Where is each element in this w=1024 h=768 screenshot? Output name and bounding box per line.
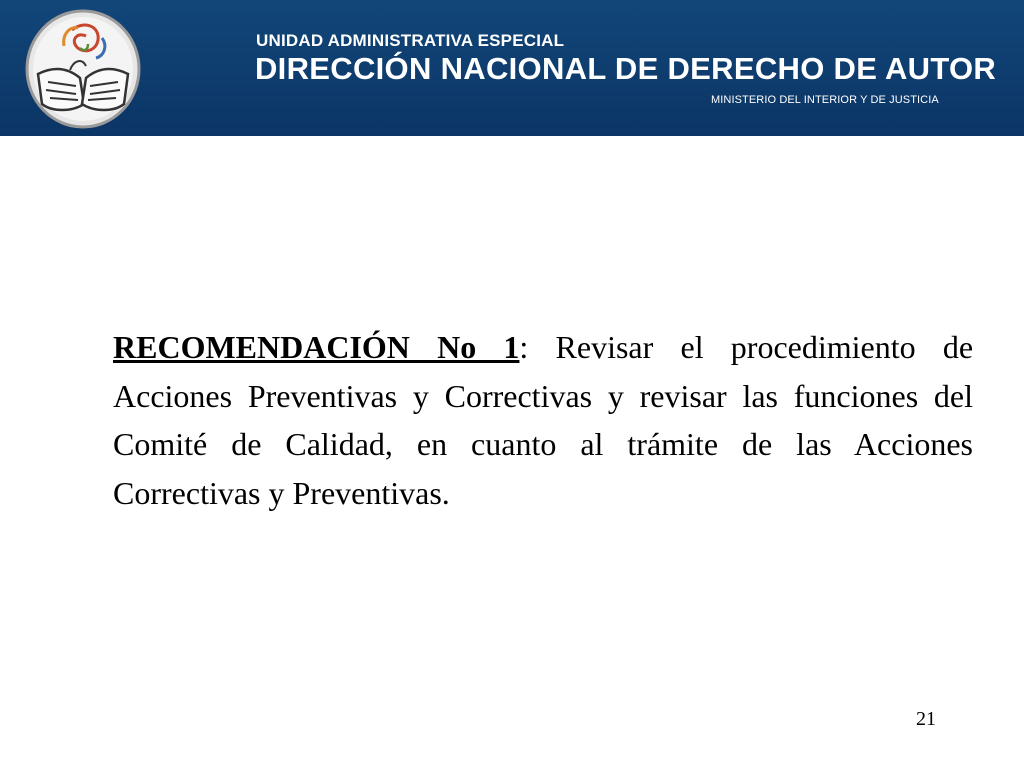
recommendation-heading: RECOMENDACIÓN No 1	[113, 329, 520, 365]
hands-emblem-icon	[24, 8, 142, 130]
recommendation-body: Revisar el procedimiento de Acciones Preventivas y Correctivas y revisar las funciones del Comité de Calidad, en cuanto al trámite de las Acciones Correctivas y Preventivas.	[113, 329, 974, 511]
org-name-title: DIRECCIÓN NACIONAL DE DERECHO DE AUTOR	[255, 51, 997, 86]
recommendation-paragraph	[113, 323, 973, 517]
header-banner	[0, 0, 1024, 136]
page-number: 21	[916, 708, 936, 730]
heading-separator: :	[519, 329, 556, 365]
ministry-label: MINISTERIO DEL INTERIOR Y DE JUSTICIA	[711, 94, 939, 106]
org-unit-label: UNIDAD ADMINISTRATIVA ESPECIAL	[256, 31, 565, 50]
